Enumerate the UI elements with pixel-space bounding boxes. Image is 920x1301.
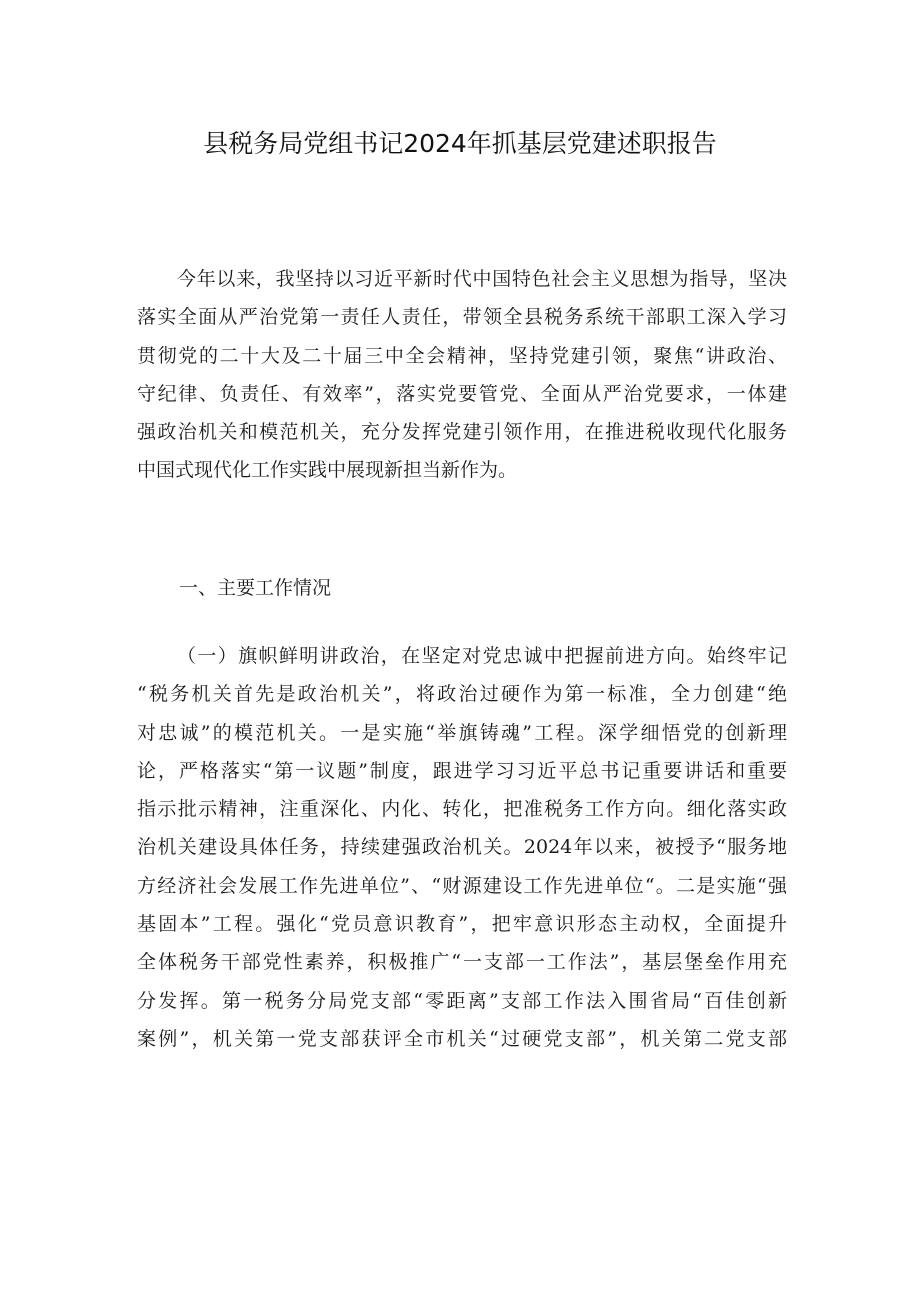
section1-line-3: 对忠诚”的模范机关。一是实施“举旗铸魂”工程。深学细悟党的创新理 <box>137 721 787 744</box>
section1-line-2: “税务机关首先是政治机关”，将政治过硬作为第一标准，全力创建“绝 <box>137 683 787 706</box>
section1-line-1: （一）旗帜鲜明讲政治，在坚定对党忠诚中把握前进方向。始终牢记 <box>177 645 787 667</box>
intro-line-6: 中国式现代化工作实践中展现新担当新作为。 <box>137 459 518 482</box>
section-heading-block <box>137 569 787 607</box>
section1-paragraph <box>137 637 787 1058</box>
section1-line-5: 指示批示精神，注重深化、内化、转化，把准税务工作方向。细化落实政 <box>137 798 787 821</box>
section1-line-6: 治机关建设具体任务，持续建强政治机关。2024年以来，被授予“服务地 <box>137 836 787 859</box>
intro-line-4: 守纪律、负责任、有效率”，落实党要管党、全面从严治党要求，一体建 <box>137 382 787 405</box>
section1-line-8: 基固本”工程。强化“党员意识教育”，把牢意识形态主动权，全面提升 <box>137 913 787 936</box>
document-title: 县税务局党组书记2024年抓基层党建述职报告 <box>203 129 717 158</box>
intro-line-1: 今年以来，我坚持以习近平新时代中国特色社会主义思想为指导，坚决 <box>177 268 787 290</box>
intro-paragraph <box>137 260 787 490</box>
section1-line-10: 分发挥。第一税务分局党支部“零距离”支部工作法入围省局“百佳创新 <box>137 989 787 1012</box>
section1-line-11: 案例”，机关第一党支部获评全市机关“过硬党支部”，机关第二党支部 <box>137 1027 787 1050</box>
intro-line-5: 强政治机关和模范机关，充分发挥党建引领作用，在推进税收现代化服务 <box>137 421 787 444</box>
intro-line-3: 贯彻党的二十大及二十届三中全会精神，坚持党建引领，聚焦“讲政治、 <box>137 344 787 367</box>
section1-line-4: 论，严格落实“第一议题”制度，跟进学习习近平总书记重要讲话和重要 <box>137 759 787 782</box>
section1-line-9: 全体税务干部党性素养，积极推广“一支部一工作法”，基层堡垒作用充 <box>137 951 787 974</box>
section-heading: 一、主要工作情况 <box>179 577 332 599</box>
intro-line-2: 落实全面从严治党第一责任人责任，带领全县税务系统干部职工深入学习 <box>137 306 787 329</box>
section1-line-7: 方经济社会发展工作先进单位”、“财源建设工作先进单位“。二是实施“强 <box>137 874 787 897</box>
